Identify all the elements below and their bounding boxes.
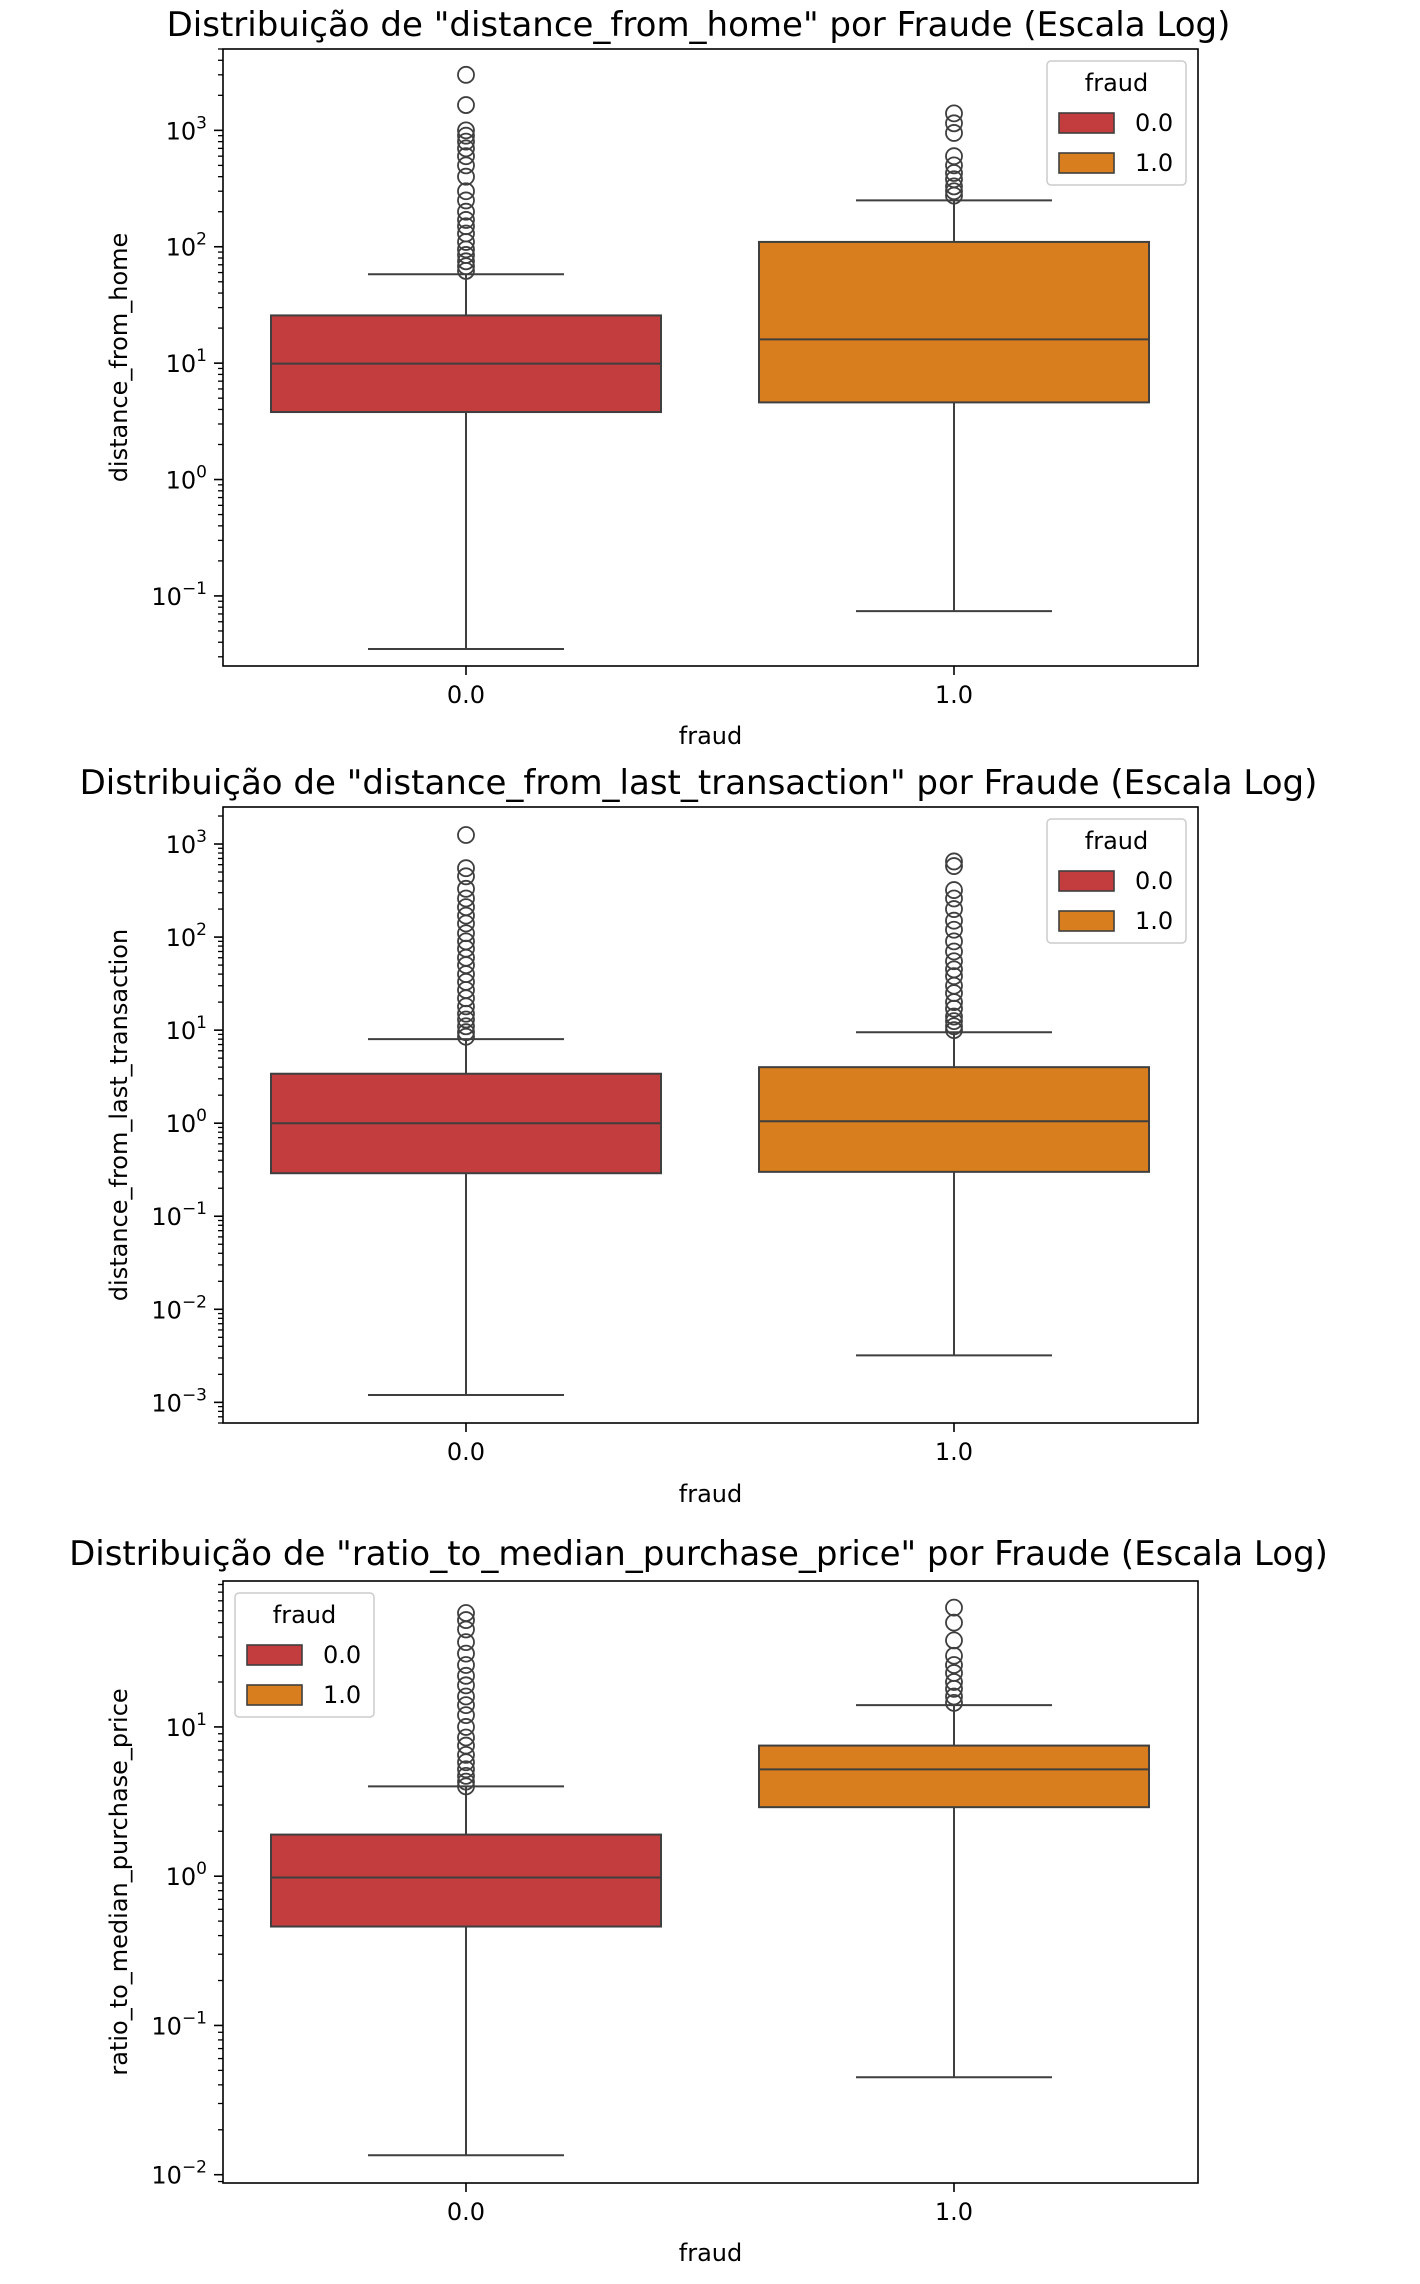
legend-label: 1.0 <box>1135 907 1174 935</box>
iqr-box <box>759 1746 1149 1808</box>
y-tick-label: $10^1$ <box>165 1013 207 1046</box>
y-tick-label: $10^1$ <box>165 1709 207 1742</box>
y-tick-label: $10^{-1}$ <box>151 1199 207 1232</box>
outlier-point <box>458 1634 474 1650</box>
x-axis-label: fraud <box>678 1480 743 1508</box>
outlier-point <box>458 827 474 843</box>
legend-label: 0.0 <box>1135 867 1174 895</box>
outlier-point <box>946 105 962 121</box>
outlier-point <box>946 115 962 131</box>
outlier-point <box>946 1648 962 1664</box>
y-tick-label: $10^0$ <box>165 1859 207 1892</box>
y-tick-label: $10^{-2}$ <box>151 1292 207 1325</box>
outlier-point <box>946 922 962 938</box>
y-tick-label: $10^1$ <box>165 346 207 379</box>
x-tick-label: 0.0 <box>446 2198 486 2226</box>
y-tick-label: $10^3$ <box>165 113 207 146</box>
outlier-point <box>946 1600 962 1616</box>
outlier-point <box>458 183 474 199</box>
legend-label: 0.0 <box>323 1641 362 1669</box>
legend <box>1047 61 1186 185</box>
outlier-point <box>458 97 474 113</box>
legend-title: fraud <box>1084 69 1149 97</box>
legend-swatch-0.0 <box>1059 871 1114 891</box>
x-tick-label: 1.0 <box>934 1438 974 1466</box>
legend-title: fraud <box>1084 827 1149 855</box>
outlier-point <box>458 1677 474 1693</box>
y-tick-label: $10^2$ <box>165 229 207 262</box>
outlier-point <box>946 125 962 141</box>
box-0.0 <box>271 67 661 649</box>
legend-swatch-1.0 <box>1059 153 1114 173</box>
outlier-point <box>946 148 962 164</box>
outlier-point <box>458 1612 474 1628</box>
legend-swatch-1.0 <box>1059 911 1114 931</box>
iqr-box <box>759 242 1149 402</box>
y-tick-label: $10^0$ <box>165 462 207 495</box>
legend <box>235 1593 374 1717</box>
y-axis-label: ratio_to_median_purchase_price <box>105 1688 133 2076</box>
outlier-point <box>458 67 474 83</box>
y-tick-label: $10^3$ <box>165 827 207 860</box>
x-axis-label: fraud <box>678 2239 743 2267</box>
legend-swatch-0.0 <box>247 1645 302 1665</box>
legend-label: 1.0 <box>323 1681 362 1709</box>
outlier-point <box>946 1615 962 1631</box>
y-tick-label: $10^{-1}$ <box>151 2008 207 2041</box>
y-tick-label: $10^{-2}$ <box>151 2157 207 2190</box>
chart-panel-2 <box>80 763 1318 1508</box>
y-axis-label: distance_from_home <box>105 232 133 483</box>
y-tick-label: $10^0$ <box>165 1106 207 1139</box>
x-axis-label: fraud <box>678 722 743 750</box>
outlier-point <box>458 881 474 897</box>
legend-swatch-1.0 <box>247 1685 302 1705</box>
legend-swatch-0.0 <box>1059 113 1114 133</box>
x-tick-label: 1.0 <box>934 681 974 709</box>
box-0.0 <box>271 827 661 1395</box>
chart-title: Distribuição de "ratio_to_median_purchase_price" por Fraude (Escala Log) <box>69 1534 1328 1574</box>
chart-panel-3 <box>69 1534 1328 2267</box>
chart-title: Distribuição de "distance_from_home" por Fraude (Escala Log) <box>166 5 1231 45</box>
legend-label: 1.0 <box>1135 149 1174 177</box>
legend <box>1047 819 1186 943</box>
x-tick-label: 0.0 <box>446 1438 486 1466</box>
outlier-point <box>458 1605 474 1621</box>
legend-title: fraud <box>272 1601 337 1629</box>
y-axis-label: distance_from_last_transaction <box>105 928 133 1302</box>
outlier-point <box>458 169 474 185</box>
y-tick-label: $10^{-1}$ <box>151 578 207 611</box>
x-tick-label: 0.0 <box>446 681 486 709</box>
chart-title: Distribuição de "distance_from_last_transaction" por Fraude (Escala Log) <box>79 763 1318 803</box>
iqr-box <box>759 1067 1149 1172</box>
iqr-box <box>271 1835 661 1927</box>
y-tick-label: $10^{-3}$ <box>151 1385 207 1418</box>
legend-label: 0.0 <box>1135 109 1174 137</box>
y-tick-label: $10^2$ <box>165 920 207 953</box>
outlier-point <box>458 1621 474 1637</box>
outlier-point <box>946 1632 962 1648</box>
box-1.0 <box>759 1600 1149 2078</box>
x-tick-label: 1.0 <box>934 2198 974 2226</box>
chart-panel-1 <box>105 5 1230 750</box>
